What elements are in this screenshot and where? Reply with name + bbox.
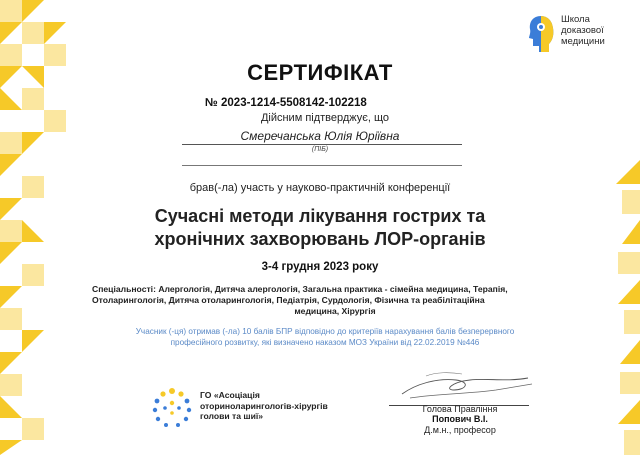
association-line1: ГО «Асоціація: [200, 390, 260, 401]
specialties: [92, 284, 578, 317]
head-profile-logo-icon: [527, 14, 555, 54]
name-caption: (ПІБ): [311, 146, 329, 153]
signatory-name: Попович В.І.: [432, 414, 488, 424]
specialties-line3: медицина, Хірургія: [294, 306, 376, 316]
conference-dates: 3-4 грудня 2023 року: [261, 261, 379, 273]
signatory-role: Голова Правління: [422, 404, 498, 414]
name-underline: [182, 144, 462, 145]
association-line3: голови та шиї»: [200, 411, 264, 422]
specialties-line2: Отоларингологія, Дитяча отоларингологія, Педіатрія, Сурдологія, Фізична та реабілітаційна: [92, 295, 485, 305]
signatory-degree: Д.м.н., професор: [424, 425, 496, 435]
logo-text-line1: Школа: [561, 14, 590, 25]
association-logo: [150, 386, 328, 432]
logo-text-line3: медицини: [561, 36, 605, 47]
conference-title: [0, 205, 640, 251]
certificate-number: № 2023-1214-5508142-102218: [205, 97, 367, 109]
logo-text-line2: доказової: [561, 25, 604, 36]
points-line2: професійного розвитку, які визначено наказом МОЗ України від 22.02.2019 №446: [170, 337, 480, 347]
handwritten-signature: [396, 364, 536, 404]
school-logo: [527, 14, 637, 60]
dotted-circle-logo-icon: [150, 386, 194, 432]
specialties-line1: Спеціальності: Алергологія, Дитяча алергологія, Загальна практика - сімейна медицина, Терапія,: [92, 284, 508, 294]
recipient-name: Смеречанська Юлія Юріївна: [240, 129, 400, 143]
confirm-text-content: Дійсним підтверджує, що: [260, 112, 390, 124]
association-line2: оториноларингологів-хірургів: [200, 400, 328, 411]
certificate-title: СЕРТИФІКАТ: [247, 60, 393, 85]
points-line1: Учасник (-ця) отримав (-ла) 10 балів БПР відповідно до критеріїв нарахування балів безперервного: [135, 327, 515, 336]
participation-text: брав(-ла) участь у науково-практичній конференції: [189, 182, 451, 194]
name-second-line: [182, 165, 462, 166]
conference-title-line2: хронічних захворювань ЛОР-органів: [154, 229, 486, 249]
cpd-points-text: [90, 327, 560, 348]
conference-title-line1: Сучасні методи лікування гострих та: [154, 206, 486, 226]
confirm-text: [0, 112, 640, 124]
association-name: [200, 390, 328, 422]
school-logo-text: [561, 14, 605, 47]
